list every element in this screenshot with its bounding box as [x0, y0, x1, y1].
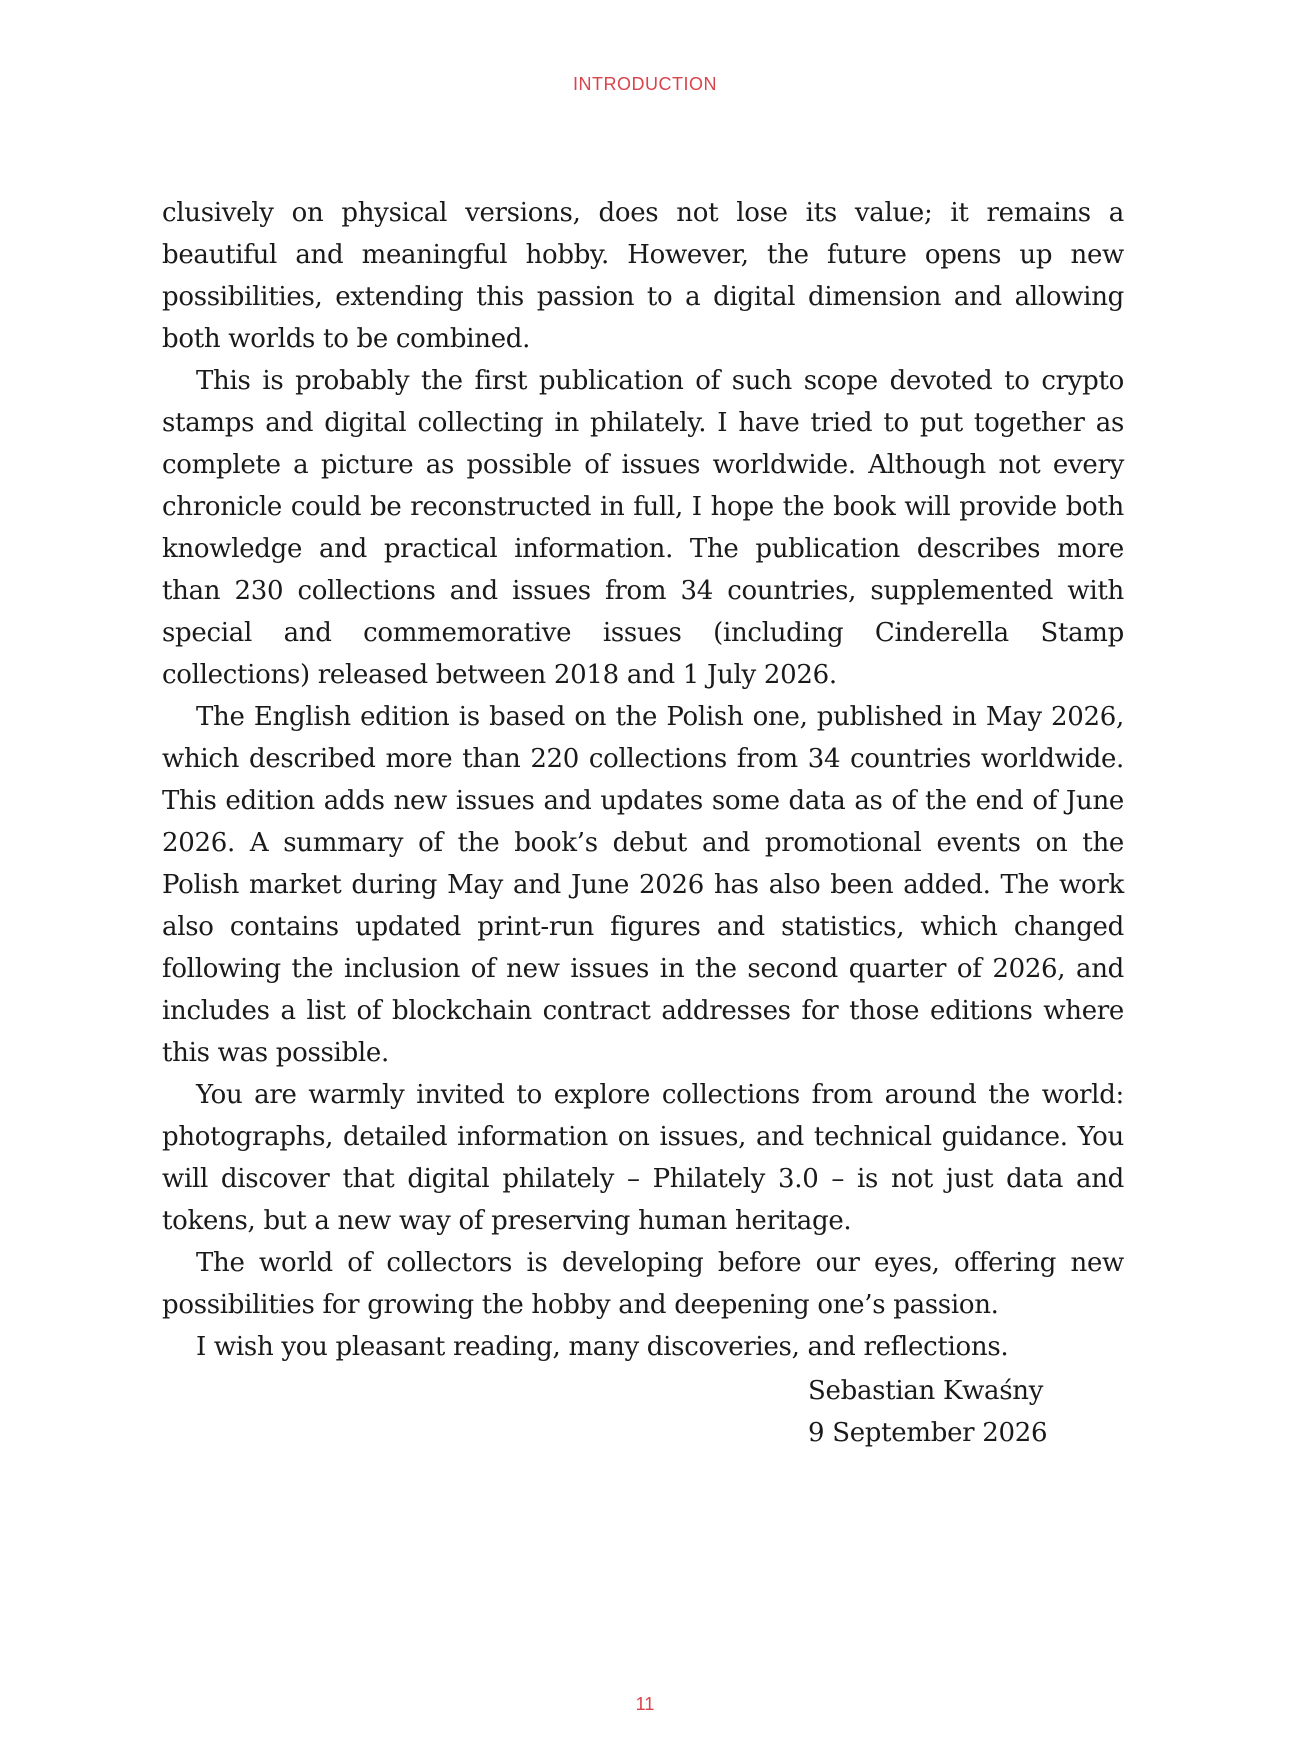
- page-number: 11: [635, 1694, 655, 1714]
- paragraph-4: You are warmly invited to explore collections from around the world: photographs, detailed information on issues, and technical guidance. You will discover that digital philately – Philately 3.0 – is not just data and tokens, but a new way of preserving human heritage.: [162, 1080, 1124, 1236]
- paragraph-3: The English edition is based on the Polish one, published in May 2026, which described more than 220 collections from 34 countries worldwide. This edition adds new issues and updates some data as of the end of June 2026. A summary of the book’s debut and promotional events on the Polish market during May and June 2026 has also been added. The work also contains updated print-run figures and statistics, which changed following the inclusion of new issues in the second quarter of 2026, and includes a list of blockchain contract addresses for those editions where this was possible.: [162, 702, 1124, 1068]
- author-name: Sebastian Kwaśny: [808, 1376, 1044, 1406]
- paragraph-1: clusively on physical versions, does not lose its value; it remains a beautiful and meaningful hobby. However, the future opens up new possibilities, extending this passion to a digital dimension and allowing both worlds to be combined.: [162, 198, 1124, 354]
- paragraph-2: This is probably the first publication of such scope devoted to crypto stamps and digital collecting in philately. I have tried to put together as complete a picture as possible of issues worldwide. Although not every chronicle could be reconstructed in full, I hope the book will provide both knowledge and practical information. The publication describes more than 230 collections and issues from 34 countries, supplemented with special and commemorative issues (including Cinderella Stamp collections) released between 2018 and 1 July 2026.: [162, 366, 1124, 690]
- signature-date: 9 September 2026: [808, 1418, 1048, 1448]
- paragraph-5: The world of collectors is developing before our eyes, offering new possibilities for growing the hobby and deepening one’s passion.: [162, 1248, 1124, 1320]
- signature-block: [808, 1370, 1047, 1454]
- introduction-body: [162, 192, 1124, 1368]
- paragraph-6: I wish you pleasant reading, many discoveries, and reflections.: [196, 1332, 1009, 1362]
- running-header: INTRODUCTION: [573, 74, 717, 94]
